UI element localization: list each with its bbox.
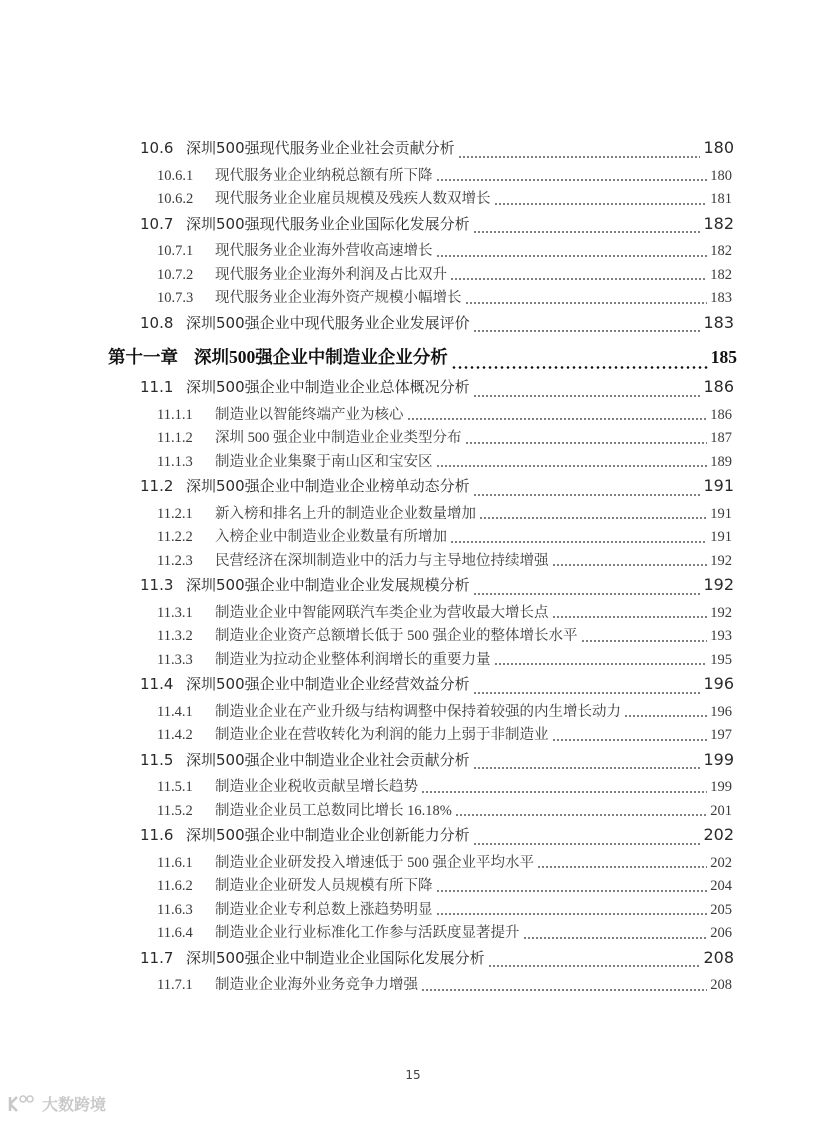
entry-page: 199: [703, 749, 734, 769]
dot-leader: [552, 616, 708, 618]
toc-subsection-entry[interactable]: [0, 601, 732, 625]
entry-page: 185: [710, 347, 737, 367]
entry-number: 10.6: [140, 139, 174, 157]
page-number: 15: [405, 1068, 421, 1082]
dot-leader: [523, 937, 708, 939]
toc-subsection-entry[interactable]: [0, 723, 732, 747]
entry-number: 11.5.1: [157, 779, 193, 795]
entry-page: 191: [710, 505, 732, 522]
entry-title: 深圳500强现代服务业企业社会贡献分析: [186, 139, 455, 157]
entry-title: 深圳500强现代服务业企业国际化发展分析: [186, 214, 470, 233]
entry-title: 制造业企业资产总额增长低于 500 强企业的整体增长水平: [215, 628, 578, 644]
entry-number: 11.4.2: [157, 727, 193, 743]
entry-page: 189: [710, 453, 732, 470]
toc-subsection-entry[interactable]: [0, 164, 732, 188]
entry-number: 11.6.3: [157, 901, 193, 918]
watermark: [6, 1092, 106, 1115]
entry-number: 10.7.2: [157, 266, 194, 283]
toc-subsection-entry[interactable]: [0, 263, 732, 287]
dot-leader: [479, 517, 707, 519]
entry-number: 10.8: [140, 313, 174, 332]
dot-leader: [473, 330, 701, 332]
dot-leader: [581, 640, 708, 642]
entry-title: 制造业为拉动企业整体利润增长的重要力量: [215, 651, 491, 668]
entry-page: 191: [710, 529, 732, 545]
entry-page: 180: [703, 138, 734, 157]
entry-title: 制造业企业员工总数同比增长 16.18%: [215, 802, 452, 819]
dot-leader: [421, 989, 707, 991]
entry-title: 制造业企业海外业务竞争力增强: [215, 977, 418, 993]
toc-subsection-entry[interactable]: [0, 450, 732, 474]
entry-page: 196: [710, 703, 732, 720]
dot-leader: [436, 255, 708, 257]
dot-leader: [436, 890, 708, 892]
entry-number: 10.7.3: [157, 290, 194, 306]
entry-number: 11.3.2: [157, 628, 193, 644]
dot-leader: [450, 278, 707, 280]
dot-leader: [465, 442, 708, 444]
entry-title: 深圳500强企业中制造业企业国际化发展分析: [186, 948, 485, 967]
toc-subsection-entry[interactable]: [0, 286, 732, 310]
entry-title: 深圳500强企业中制造业企业发展规模分析: [186, 576, 470, 594]
entry-title: 入榜企业中制造业企业数量有所增加: [215, 529, 447, 545]
watermark-text: 大数跨境: [42, 1095, 107, 1114]
entry-page: 199: [710, 779, 732, 795]
toc-subsection-entry[interactable]: [0, 898, 732, 922]
entry-number: 11.5: [140, 750, 174, 769]
dot-leader: [465, 302, 708, 304]
dot-leader: [473, 593, 701, 595]
entry-page: 193: [710, 628, 732, 644]
entry-number: 11.6.1: [157, 854, 193, 871]
entry-title: 制造业企业专利总数上涨趋势明显: [215, 901, 433, 918]
entry-number: 11.7.1: [157, 977, 193, 993]
entry-page: 186: [710, 406, 732, 423]
toc-subsection-entry[interactable]: [0, 549, 732, 573]
entry-number: 11.1.3: [157, 453, 193, 470]
entry-number: 11.1.2: [157, 430, 193, 446]
toc-subsection-entry[interactable]: [0, 851, 732, 875]
entry-page: 186: [703, 377, 734, 396]
entry-page: 182: [710, 266, 732, 283]
toc-subsection-entry[interactable]: [0, 648, 732, 672]
dot-leader: [436, 913, 708, 915]
entry-number: 11.3.3: [157, 651, 193, 668]
entry-number: 第十一章: [108, 347, 178, 367]
entry-title: 制造业企业研发人员规模有所下降: [215, 878, 433, 894]
entry-page: 202: [703, 825, 734, 844]
toc-section-entry[interactable]: [0, 473, 734, 502]
entry-page: 182: [710, 243, 732, 259]
entry-page: 201: [710, 802, 732, 819]
entry-number: 11.3: [140, 576, 174, 594]
entry-title: 民营经济在深圳制造业中的活力与主导地位持续增强: [215, 552, 549, 569]
dot-leader: [473, 843, 701, 845]
toc-subsection-entry[interactable]: [0, 239, 732, 263]
logo-icon: [6, 1094, 36, 1114]
toc-section-entry[interactable]: [0, 671, 734, 700]
entry-page: 192: [710, 604, 732, 621]
entry-page: 195: [710, 651, 732, 668]
dot-leader: [624, 715, 707, 717]
toc-subsection-entry[interactable]: [0, 187, 732, 211]
entry-title: 深圳500强企业中制造业企业经营效益分析: [186, 675, 470, 693]
entry-title: 制造业企业行业标准化工作参与活跃度显著提升: [215, 925, 520, 941]
entry-page: 183: [710, 290, 732, 306]
toc-section-entry[interactable]: [0, 310, 734, 339]
toc-subsection-entry[interactable]: [0, 874, 732, 898]
entry-page: 192: [710, 552, 732, 569]
entry-number: 11.6.2: [157, 878, 193, 894]
toc-subsection-entry[interactable]: [0, 799, 732, 823]
entry-title: 新入榜和排名上升的制造业企业数量增加: [215, 505, 476, 522]
entry-page: 180: [710, 167, 732, 184]
entry-title: 制造业企业税收贡献呈增长趋势: [215, 779, 418, 795]
entry-title: 深圳 500 强企业中制造业企业类型分布: [215, 430, 462, 446]
entry-title: 深圳500强企业中制造业企业社会贡献分析: [186, 750, 470, 769]
table-of-contents: [0, 135, 826, 997]
toc-subsection-entry[interactable]: [0, 624, 732, 648]
toc-section-entry[interactable]: [0, 747, 734, 776]
entry-number: 11.3.1: [157, 604, 193, 621]
dot-leader: [473, 692, 701, 694]
dot-leader: [451, 366, 708, 369]
entry-title: 深圳500强企业中现代服务业企业发展评价: [186, 313, 470, 332]
entry-title: 深圳500强企业中制造业企业分析: [194, 347, 448, 367]
entry-number: 11.6: [140, 826, 174, 844]
dot-leader: [455, 814, 707, 816]
entry-page: 206: [710, 925, 732, 941]
entry-number: 11.2.3: [157, 552, 193, 569]
entry-number: 10.6.1: [157, 167, 194, 184]
entry-page: 183: [703, 312, 734, 332]
toc-subsection-entry[interactable]: [0, 426, 732, 450]
entry-title: 制造业企业集聚于南山区和宝安区: [215, 453, 433, 470]
entry-number: 11.7: [140, 948, 174, 967]
entry-title: 制造业企业中智能网联汽车类企业为营收最大增长点: [215, 604, 549, 621]
entry-page: 208: [703, 947, 734, 967]
dot-leader: [421, 791, 707, 793]
entry-title: 制造业企业在营收转化为利润的能力上弱于非制造业: [215, 727, 549, 743]
dot-leader: [552, 564, 708, 566]
toc-subsection-entry[interactable]: [0, 502, 732, 526]
entry-title: 深圳500强企业中制造业企业创新能力分析: [186, 826, 470, 844]
entry-number: 11.1: [140, 378, 174, 396]
dot-leader: [458, 156, 701, 158]
dot-leader: [436, 179, 708, 181]
toc-section-entry[interactable]: [0, 822, 734, 851]
dot-leader: [488, 965, 701, 967]
entry-number: 10.7.1: [157, 243, 194, 259]
entry-page: 205: [710, 901, 732, 918]
toc-subsection-entry[interactable]: [0, 973, 732, 997]
entry-number: 11.2.2: [157, 529, 193, 545]
entry-page: 182: [703, 213, 734, 233]
toc-chapter-entry[interactable]: [0, 338, 737, 374]
dot-leader: [473, 231, 701, 233]
entry-number: 10.7: [140, 214, 174, 233]
dot-leader: [473, 395, 701, 397]
entry-number: 10.6.2: [157, 191, 194, 207]
entry-page: 191: [703, 476, 734, 495]
entry-number: 11.2: [140, 477, 174, 495]
toc-subsection-entry[interactable]: [0, 700, 732, 724]
entry-number: 11.1.1: [157, 406, 193, 423]
toc-section-entry[interactable]: [0, 945, 734, 974]
entry-page: 192: [703, 575, 734, 594]
entry-number: 11.2.1: [157, 505, 193, 522]
dot-leader: [494, 663, 708, 665]
toc-section-entry[interactable]: [0, 572, 734, 601]
entry-title: 制造业企业研发投入增速低于 500 强企业平均水平: [215, 854, 534, 871]
entry-title: 制造业企业在产业升级与结构调整中保持着较强的内生增长动力: [215, 703, 621, 720]
toc-section-entry[interactable]: [0, 211, 734, 240]
entry-number: 11.4: [140, 675, 174, 693]
entry-page: 197: [710, 727, 732, 743]
toc-subsection-entry[interactable]: [0, 525, 732, 549]
entry-number: 11.6.4: [157, 925, 193, 941]
entry-title: 现代服务业企业海外营收高速增长: [215, 243, 433, 259]
entry-title: 深圳500强企业中制造业企业榜单动态分析: [186, 477, 470, 495]
entry-number: 11.4.1: [157, 703, 193, 720]
dot-leader: [494, 203, 708, 205]
toc-section-entry[interactable]: [0, 374, 734, 403]
entry-page: 202: [710, 854, 732, 871]
dot-leader: [436, 465, 708, 467]
toc-section-entry[interactable]: [0, 135, 734, 164]
entry-title: 制造业以智能终端产业为核心: [215, 406, 404, 423]
toc-subsection-entry[interactable]: [0, 403, 732, 427]
entry-page: 181: [710, 191, 732, 207]
entry-page: 187: [710, 430, 732, 446]
entry-title: 现代服务业企业雇员规模及残疾人数双增长: [215, 191, 491, 207]
entry-page: 196: [703, 674, 734, 693]
entry-page: 208: [710, 977, 732, 993]
dot-leader: [552, 739, 708, 741]
dot-leader: [537, 866, 707, 868]
dot-leader: [473, 494, 701, 496]
entry-title: 深圳500强企业中制造业企业总体概况分析: [186, 378, 470, 396]
entry-title: 现代服务业企业海外利润及占比双升: [215, 266, 447, 283]
dot-leader: [450, 541, 707, 543]
entry-title: 现代服务业企业纳税总额有所下降: [215, 167, 433, 184]
toc-subsection-entry[interactable]: [0, 775, 732, 799]
toc-subsection-entry[interactable]: [0, 921, 732, 945]
entry-title: 现代服务业企业海外资产规模小幅增长: [215, 290, 462, 306]
dot-leader: [473, 767, 701, 769]
entry-number: 11.5.2: [157, 802, 193, 819]
entry-page: 204: [710, 878, 732, 894]
dot-leader: [407, 418, 708, 420]
